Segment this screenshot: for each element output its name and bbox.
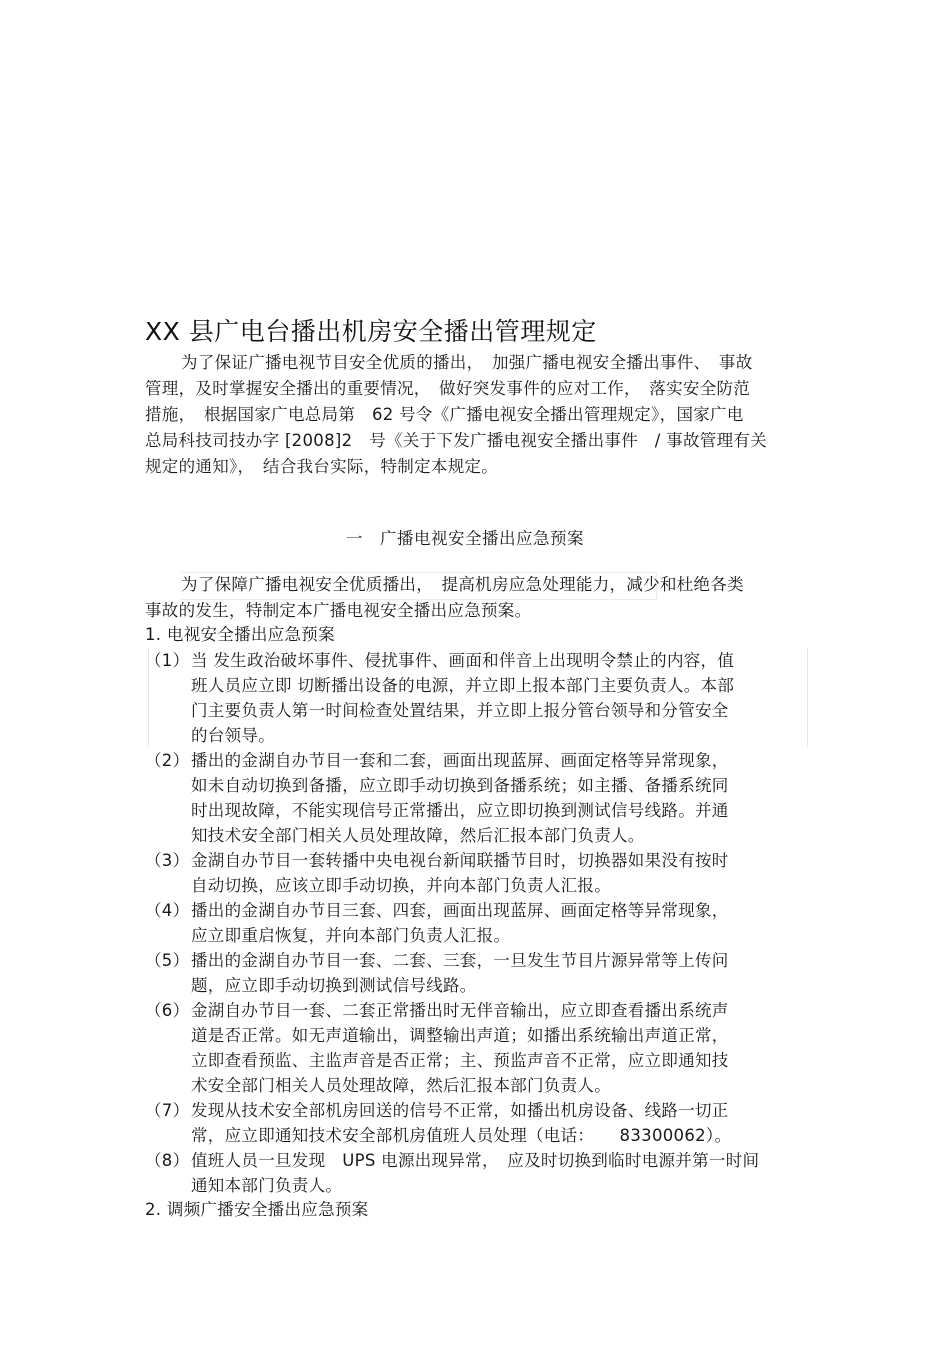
item-number: （7） (145, 1101, 190, 1120)
item-line: 门主要负责人第一时间检查处置结果，并立即上报分管台领导和分管安全 (191, 701, 729, 720)
intro-line: 总局科技司技办字 [2008]2 号《关于下发广播电视安全播出事件 / 事故管理有关 (145, 431, 768, 450)
item-line: 金湖自办节目一套、二套正常播出时无伴音输出，应立即查看播出系统声 (191, 1001, 729, 1020)
intro-line: 管理，及时掌握安全播出的重要情况， 做好突发事件的应对工作， 落实安全防范 (145, 379, 751, 398)
item-line: 应立即重启恢复，并向本部门负责人汇报。 (191, 926, 511, 945)
item-line: 班人员应立即 切断播出设备的电源，并立即上报本部门主要负责人。本部 (191, 676, 735, 695)
intro-paragraph (145, 350, 805, 480)
item-line: 播出的金湖自办节目一套、二套、三套，一旦发生节目片源异常等上传问 (191, 951, 729, 970)
list-item (145, 1148, 815, 1198)
document-title: XX 县广电台播出机房安全播出管理规定 (145, 317, 597, 346)
item-number: （1） (145, 651, 190, 670)
item-line: 知技术安全部门相关人员处理故障，然后汇报本部门负责人。 (191, 826, 645, 845)
section-intro-line: 为了保障广播电视安全优质播出， 提高机房应急处理能力，减少和杜绝各类 (181, 575, 744, 594)
list-item (145, 948, 815, 998)
intro-line: 规定的通知》， 结合我台实际，特制定本规定。 (145, 457, 499, 476)
item-number: （3） (145, 851, 190, 870)
list-item (145, 1098, 815, 1148)
list-item (145, 898, 815, 948)
item-number: （4） (145, 901, 190, 920)
intro-line: 为了保证广播电视节目安全优质的播出， 加强广播电视安全播出事件、 事故 (181, 353, 753, 372)
subheading-fm: 2. 调频广播安全播出应急预案 (145, 1200, 369, 1219)
item-line: 题，应立即手动切换到测试信号线路。 (191, 976, 477, 995)
section-intro-line: 事故的发生，特制定本广播电视安全播出应急预案。 (145, 601, 532, 620)
intro-line: 措施， 根据国家广电总局第 62 号令《广播电视安全播出管理规定》，国家广电 (145, 405, 744, 424)
item-line: 播出的金湖自办节目一套和二套，画面出现蓝屏、画面定格等异常现象， (191, 751, 729, 770)
item-line: 发现从技术安全部机房回送的信号不正常，如播出机房设备、线路一切正 (191, 1101, 729, 1120)
list-item (145, 848, 815, 898)
item-line: 如未自动切换到备播，应立即手动切换到备播系统；如主播、备播系统同 (191, 776, 729, 795)
item-line: 当 发生政治破坏事件、侵扰事件、画面和伴音上出现明令禁止的内容，值 (191, 651, 735, 670)
item-number: （8） (145, 1151, 190, 1170)
list-item (145, 998, 815, 1098)
item-line: 道是否正常。如无声道输出，调整输出声道；如播出系统输出声道正常， (191, 1026, 729, 1045)
item-line: 术安全部门相关人员处理故障，然后汇报本部门负责人。 (191, 1076, 611, 1095)
item-line: 的台领导。 (191, 726, 275, 745)
item-line: 时出现故障，不能实现信号正常播出，应立即切换到测试信号线路。并通 (191, 801, 729, 820)
item-line: 自动切换，应该立即手动切换，并向本部门负责人汇报。 (191, 876, 611, 895)
section-intro-paragraph (145, 572, 805, 624)
item-line: 金湖自办节目一套转播中央电视台新闻联播节目时，切换器如果没有按时 (191, 851, 729, 870)
item-number: （5） (145, 951, 190, 970)
list-item (145, 648, 815, 748)
list-item (145, 748, 815, 848)
subheading-tv: 1. 电视安全播出应急预案 (145, 625, 335, 644)
item-number: （2） (145, 751, 190, 770)
item-line: 通知本部门负责人。 (191, 1176, 343, 1195)
item-line: 值班人员一旦发现 UPS 电源出现异常， 应及时切换到临时电源并第一时间 (191, 1151, 760, 1170)
item-line: 立即查看预监、主监声音是否正常；主、预监声音不正常，应立即通知技 (191, 1051, 729, 1070)
item-line: 播出的金湖自办节目三套、四套，画面出现蓝屏、画面定格等异常现象， (191, 901, 729, 920)
section-title: 一 广播电视安全播出应急预案 (346, 529, 584, 548)
item-number: （6） (145, 1001, 190, 1020)
item-line: 常，应立即通知技术安全部机房值班人员处理（电话： 83300062）。 (191, 1126, 732, 1145)
